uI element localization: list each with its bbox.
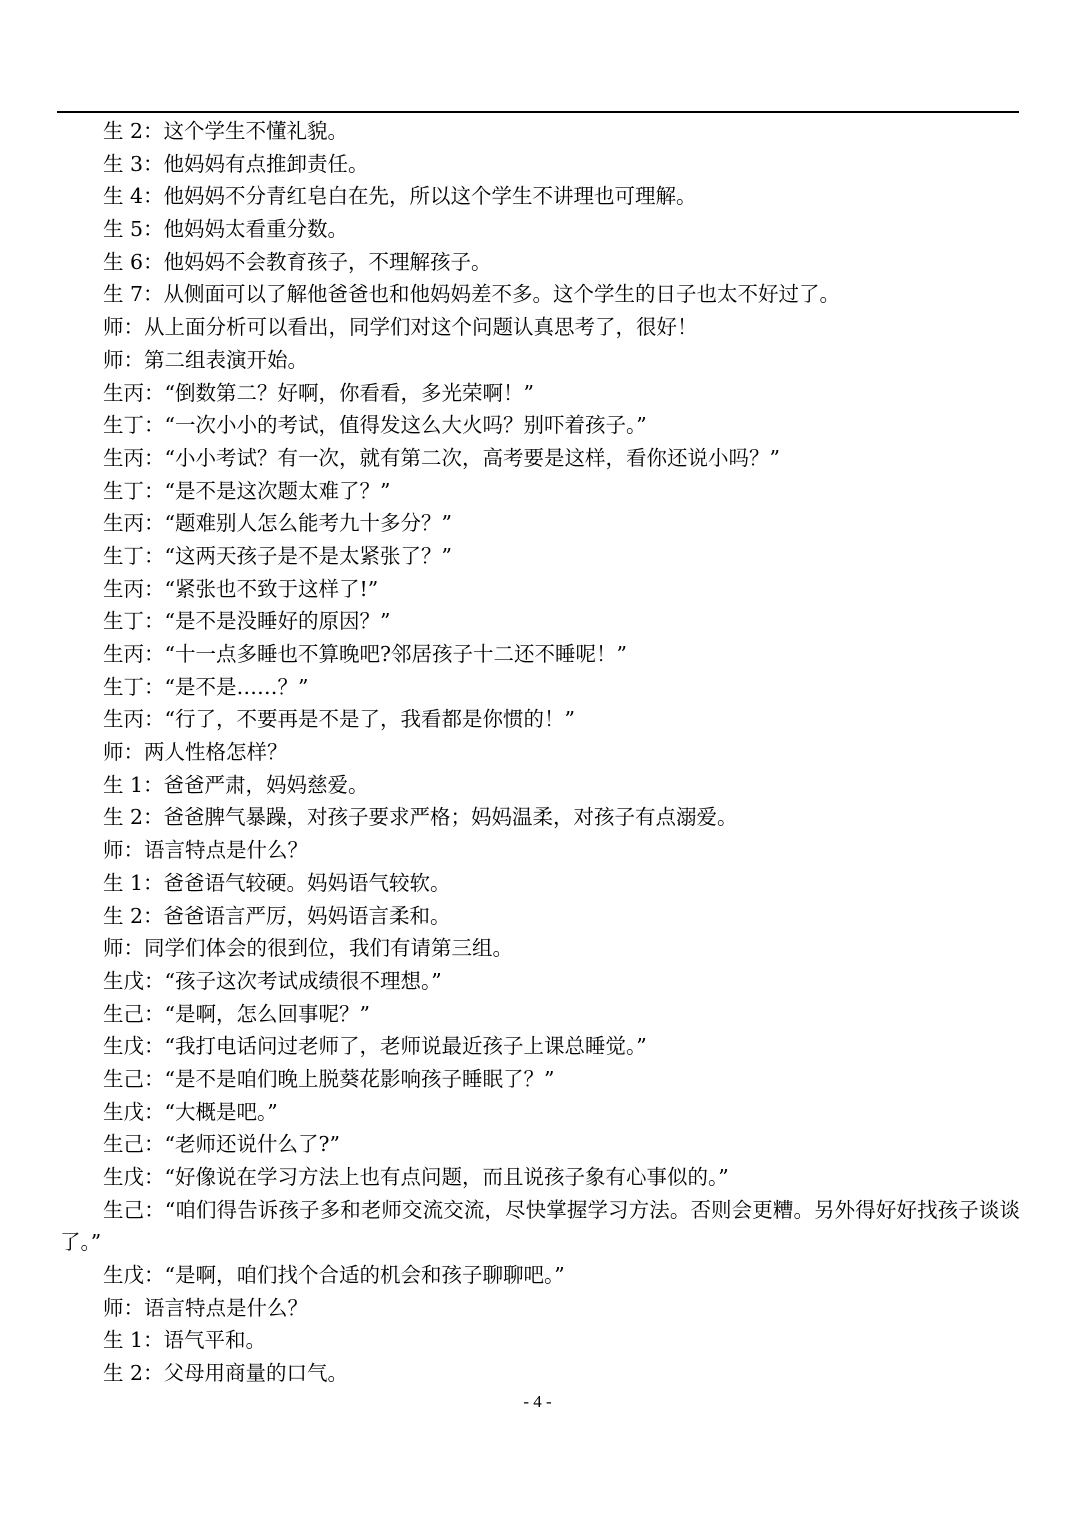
dialogue-line: 生戊：“我打电话问过老师了，老师说最近孩子上课总睡觉。” bbox=[103, 1034, 647, 1059]
dialogue-line: 生 4：他妈妈不分青红皂白在先，所以这个学生不讲理也可理解。 bbox=[103, 184, 697, 209]
dialogue-line: 生戊：“好像说在学习方法上也有点问题，而且说孩子象有心事似的。” bbox=[103, 1165, 729, 1189]
dialogue-line: 师：语言特点是什么？ bbox=[103, 1295, 308, 1320]
dialogue-line: 生 1：爸爸严肃，妈妈慈爱。 bbox=[103, 772, 369, 797]
dialogue-line: 生己：“是啊，怎么回事呢？” bbox=[103, 1001, 370, 1026]
dialogue-line: 生戊：“孩子这次考试成绩很不理想。” bbox=[103, 968, 442, 993]
page-number: - 4 - bbox=[523, 1392, 552, 1411]
dialogue-line: 生 7：从侧面可以了解他爸爸也和他妈妈差不多。这个学生的日子也太不好过了。 bbox=[103, 282, 841, 307]
dialogue-line: 生丙：“题难别人怎么能考九十多分？” bbox=[103, 511, 452, 536]
dialogue-line: 师：第二组表演开始。 bbox=[103, 347, 308, 372]
dialogue-line: 生丁：“是不是……？” bbox=[103, 674, 309, 699]
dialogue-line: 生丙：“十一点多睡也不算晚吧?邻居孩子十二还不睡呢！” bbox=[103, 642, 627, 666]
dialogue-line: 生丙：“紧张也不致于这样了!” bbox=[103, 576, 379, 601]
dialogue-line: 生 2：爸爸脾气暴躁，对孩子要求严格；妈妈温柔，对孩子有点溺爱。 bbox=[103, 805, 738, 830]
dialogue-line: 生己：“老师还说什么了?” bbox=[103, 1132, 340, 1157]
dialogue-line: 生 3：他妈妈有点推卸责任。 bbox=[103, 151, 369, 176]
dialogue-line: 生 1：爸爸语气较硬。妈妈语气较软。 bbox=[103, 870, 451, 895]
dialogue-line: 师：语言特点是什么？ bbox=[103, 838, 308, 863]
dialogue-line: 生己：“是不是咱们晚上脱葵花影响孩子睡眠了？” bbox=[103, 1066, 555, 1091]
dialogue-line: 生丙：“行了，不要再是不是了，我看都是你惯的！” bbox=[103, 707, 575, 732]
dialogue-line: 生戊：“大概是吧。” bbox=[103, 1099, 278, 1124]
dialogue-line: 生 1：语气平和。 bbox=[103, 1328, 267, 1353]
dialogue-line: 生丁：“是不是没睡好的原因？” bbox=[103, 609, 391, 634]
dialogue-line: 生丙：“小小考试？有一次，就有第二次，高考要是这样，看你还说小吗？” bbox=[103, 445, 780, 470]
dialogue-line: 生丁：“是不是这次题太难了？” bbox=[103, 478, 391, 503]
dialogue-line: 师：从上面分析可以看出，同学们对这个问题认真思考了，很好！ bbox=[103, 315, 698, 340]
dialogue-line: 生 2：父母用商量的口气。 bbox=[103, 1361, 349, 1386]
dialogue-line: 生 6：他妈妈不会教育孩子，不理解孩子。 bbox=[103, 249, 492, 274]
document-body bbox=[60, 115, 1020, 1390]
dialogue-line: 生 2：爸爸语言严厉，妈妈语言柔和。 bbox=[103, 903, 451, 928]
dialogue-line: 生丁：“这两天孩子是不是太紧张了？” bbox=[103, 543, 452, 568]
dialogue-line: 生戊：“是啊，咱们找个合适的机会和孩子聊聊吧。” bbox=[103, 1263, 565, 1288]
header-rule bbox=[57, 111, 1019, 113]
dialogue-line-wrapped: 生己：“咱们得告诉孩子多和老师交流交流，尽快掌握学习方法。否则会更糟。另外得好好找孩子谈谈了。” bbox=[60, 1197, 1020, 1255]
dialogue-line: 生丁：“一次小小的考试，值得发这么大火吗？别吓着孩子。” bbox=[103, 413, 647, 438]
dialogue-line: 师：同学们体会的很到位，我们有请第三组。 bbox=[103, 936, 513, 961]
dialogue-line: 生丙：“倒数第二？好啊，你看看，多光荣啊！” bbox=[103, 380, 534, 405]
dialogue-line: 生 5：他妈妈太看重分数。 bbox=[103, 217, 349, 242]
dialogue-line: 师：两人性格怎样？ bbox=[103, 740, 288, 765]
dialogue-line: 生 2：这个学生不懂礼貌。 bbox=[103, 119, 349, 143]
